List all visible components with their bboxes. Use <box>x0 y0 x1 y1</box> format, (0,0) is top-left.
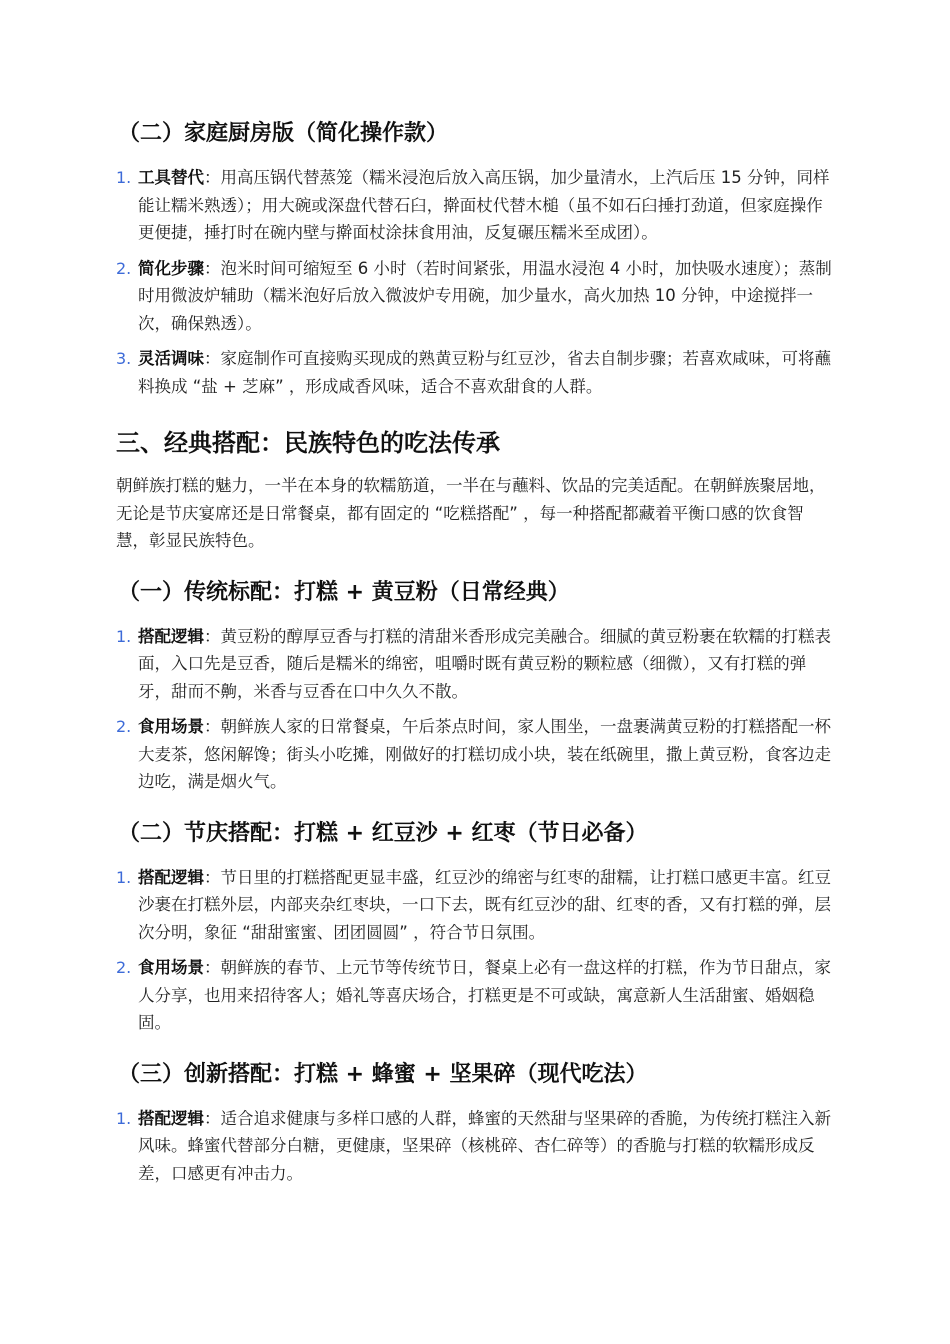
list-item <box>116 164 832 247</box>
item-text: ：朝鲜族人家的日常餐桌，午后茶点时间，家人围坐，一盘裹满黄豆粉的打糕搭配一杯大麦茶，悠闲解馋；街头小吃摊，刚做好的打糕切成小块，装在纸碗里，撒上黄豆粉，食客边走边吃，满是烟火气。 <box>138 717 831 791</box>
intro-paragraph: 朝鲜族打糕的魅力，一半在本身的软糯筋道，一半在与蘸料、饮品的完美适配。在朝鲜族聚居地，无论是节庆宴席还是日常餐桌，都有固定的 “吃糕搭配” ，每一种搭配都藏着平衡口感的饮食智慧，彰显民族特色。 <box>116 476 826 550</box>
list-home-kitchen <box>116 164 832 400</box>
item-text: ：黄豆粉的醇厚豆香与打糕的清甜米香形成完美融合。细腻的黄豆粉裹在软糯的打糕表面，入口先是豆香，随后是糯米的绵密，咀嚼时既有黄豆粉的颗粒感（细微），又有打糕的弹牙，甜而不齁，米香与豆香在口中久久不散。 <box>138 626 831 701</box>
item-term: 食用场景 <box>138 717 204 736</box>
list-number: 1. <box>116 1108 132 1128</box>
list-item <box>116 255 832 338</box>
list-item <box>116 864 832 947</box>
list-number: 3. <box>116 349 132 368</box>
item-term: 搭配逻辑 <box>138 626 204 646</box>
list-number: 2. <box>116 258 132 278</box>
item-text: ：适合追求健康与多样口感的人群，蜂蜜的天然甜与坚果碎的香脆，为传统打糕注入新风味。蜂蜜代替部分白糖，更健康，坚果碎（核桃碎、杏仁碎等）的香脆与打糕的软糯形成反差，口感更有冲击力。 <box>138 1108 831 1183</box>
item-text: ：泡米时间可缩短至 6 小时（若时间紧张，用温水浸泡 4 小时，加快吸水速度）；蒸制时用微波炉辅助（糯米泡好后放入微波炉专用碗，加少量水，高火加热 10 分钟，中途搅拌一次，确保熟透）。 <box>138 258 832 333</box>
section-heading-traditional: （一）传统标配：打糕 + 黄豆粉（日常经典） <box>118 579 570 605</box>
item-term: 灵活调味 <box>138 349 204 368</box>
item-term: 搭配逻辑 <box>138 867 204 887</box>
list-item <box>116 954 832 1037</box>
list-number: 1. <box>116 626 132 646</box>
item-text: ：家庭制作可直接购买现成的熟黄豆粉与红豆沙，省去自制步骤；若喜欢咸味，可将蘸料换成 “盐 + 芝麻” ，形成咸香风味，适合不喜欢甜食的人群。 <box>138 349 831 396</box>
list-number: 2. <box>116 958 132 977</box>
list-item <box>116 1105 832 1188</box>
item-term: 工具替代 <box>138 168 204 187</box>
list-item <box>116 713 832 796</box>
item-term: 简化步骤 <box>138 258 204 278</box>
item-text: ：节日里的打糕搭配更显丰盛，红豆沙的绵密与红枣的甜糯，让打糕口感更丰富。红豆沙裹在打糕外层，内部夹杂红枣块，一口下去，既有红豆沙的甜、红枣的香，又有打糕的弹，层次分明，象征 “甜甜蜜蜜、团团圆圆” ，符合节日氛围。 <box>138 867 831 942</box>
list-number: 1. <box>116 867 132 887</box>
list-item <box>116 345 832 400</box>
list-number: 2. <box>116 717 132 736</box>
list-traditional <box>116 623 832 796</box>
item-term: 搭配逻辑 <box>138 1108 204 1128</box>
item-text: ：朝鲜族的春节、上元节等传统节日，餐桌上必有一盘这样的打糕，作为节日甜点，家人分享，也用来招待客人；婚礼等喜庆场合，打糕更是不可或缺，寓意新人生活甜蜜、婚姻稳固。 <box>138 958 831 1032</box>
section-heading-home-kitchen: （二）家庭厨房版（简化操作款） <box>118 121 449 146</box>
item-term: 食用场景 <box>138 958 204 977</box>
list-item <box>116 623 832 706</box>
list-number: 1. <box>116 168 132 187</box>
list-festival <box>116 864 832 1037</box>
item-text: ：用高压锅代替蒸笼（糯米浸泡后放入高压锅，加少量清水，上汽后压 15 分钟，同样能让糯米熟透）；用大碗或深盘代替石臼，擀面杖代替木槌（虽不如石臼捶打劲道，但家庭操作更便捷，捶打时在碗内壁与擀面杖涂抹食用油，反复碾压糯米至成团）。 <box>138 168 830 242</box>
section-heading-festival: （二）节庆搭配：打糕 + 红豆沙 + 红枣（节日必备） <box>118 820 648 846</box>
section-heading-innovative: （三）创新搭配：打糕 + 蜂蜜 + 坚果碎（现代吃法） <box>118 1061 648 1087</box>
section-heading-classic-pairing: 三、经典搭配：民族特色的吃法传承 <box>116 429 500 457</box>
list-innovative <box>116 1105 832 1188</box>
